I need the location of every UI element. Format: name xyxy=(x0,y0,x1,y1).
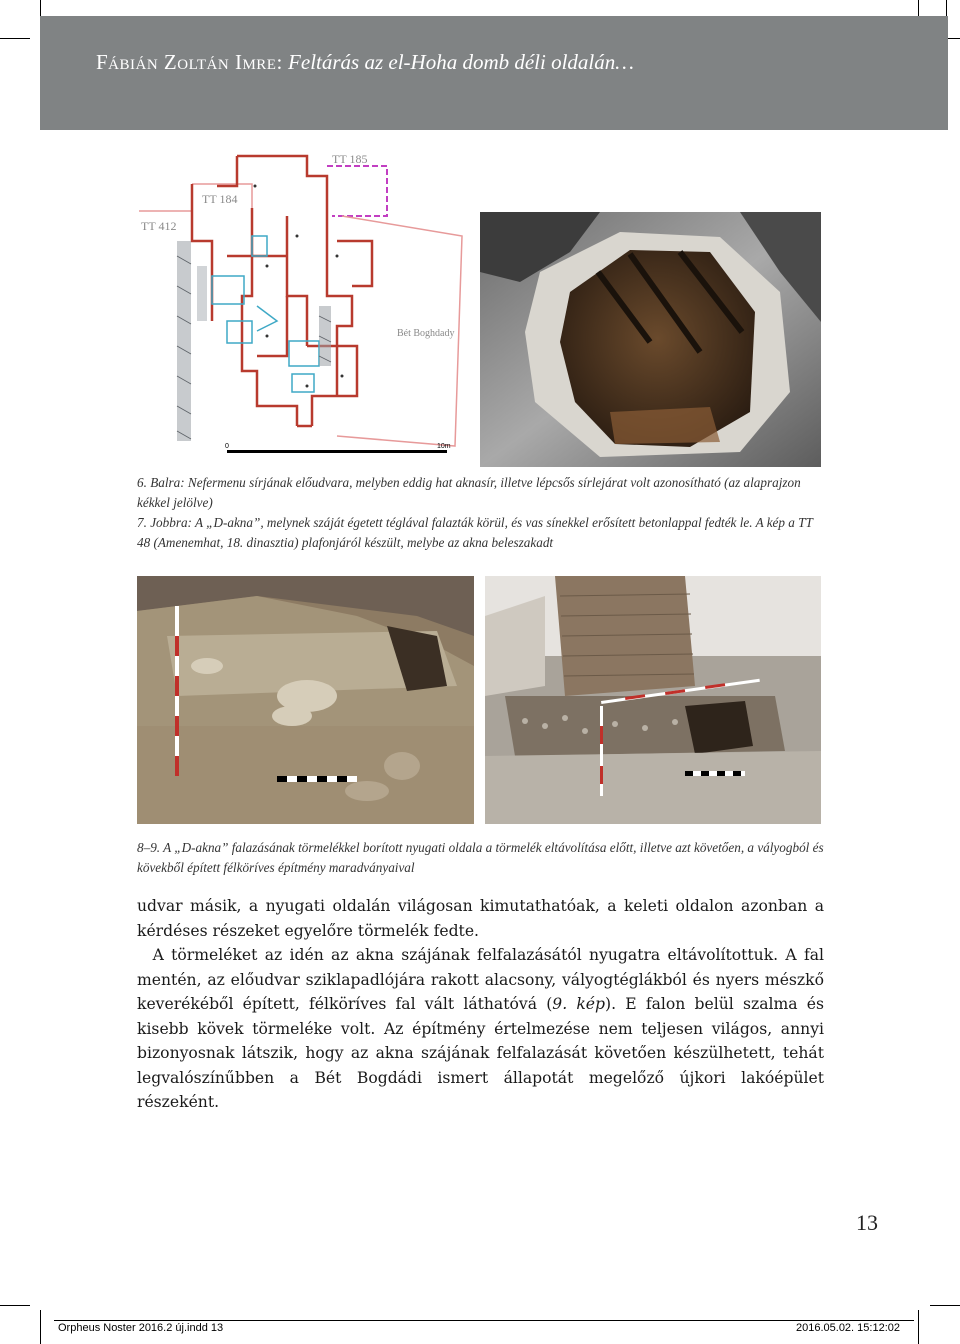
paragraph-1: udvar másik, a nyugati oldalán világosan kimutathatóak, a keleti oldalon azonban a kérdéses részeket egyelőre törmelék fedte. xyxy=(137,897,824,940)
label-tt185: TT 185 xyxy=(332,152,368,166)
crop-mark xyxy=(40,1310,41,1344)
header-title: Feltárás az el-Hoha domb déli oldalán… xyxy=(288,50,634,74)
running-header xyxy=(96,50,916,75)
crop-mark xyxy=(0,1305,30,1306)
paragraph-2-start: A törmeléket az idén az akna szájának felfalazásától nyugatra eltávolítottuk. A fal mentén, az előudvar sziklapadlójára rakott alacsony, vályogtéglákból és nyers mészkő keverékéből épített, félköríves fal vált láthatóvá ( xyxy=(137,946,824,1013)
crop-mark xyxy=(918,1310,919,1344)
footer-timestamp: 2016.05.02. 15:12:02 xyxy=(796,1322,900,1334)
label-tt412: TT 412 xyxy=(141,219,177,233)
caption-figure-6: 6. Balra: Nefermenu sírjának előudvara, melyben eddig hat aknasír, illetve lépcsős sírlejárat volt azonosítható (az alaprajzon kékkel jelölve) xyxy=(137,475,801,510)
figure-semicircular-wall-photo xyxy=(485,576,821,824)
crop-mark xyxy=(40,0,41,16)
footer-rule xyxy=(54,1320,914,1321)
caption-figures-8-9 xyxy=(137,838,825,878)
body-text xyxy=(137,894,824,1115)
header-author: Fábián Zoltán Imre: xyxy=(96,50,283,74)
crop-mark xyxy=(930,1305,960,1306)
figure-shaft-photo xyxy=(480,212,821,467)
label-tt184: TT 184 xyxy=(202,192,238,206)
scale-ten: 10m xyxy=(437,443,451,450)
footer-file-name: Orpheus Noster 2016.2 új.indd 13 xyxy=(58,1322,224,1334)
caption-figure-8-9: 8–9. A „D-akna” falazásának törmelékkel borított nyugati oldala a törmelék eltávolítása előtt, illetve azt követően, a vályogból és kövekből épített félköríves építmény maradványaival xyxy=(137,840,824,875)
crop-mark xyxy=(0,38,30,39)
figure-reference: 9. kép xyxy=(552,995,606,1013)
scale-zero: 0 xyxy=(225,443,229,450)
figure-west-side-photo xyxy=(137,576,474,824)
figure-site-plan xyxy=(137,146,467,464)
paragraph-2-end: ). E falon belül szalma és kisebb kövek törmeléke volt. Az építmény értelmezése nem teljesen világos, annyi bizonyosnak látszik, hogy az akna szájának felfalazását követően készülhetett, tehát legvalószínűbben a Bét Bogdádi ismert állapotát megelőző újkori lakóépület részeként. xyxy=(137,995,824,1111)
caption-figures-6-7 xyxy=(137,473,825,553)
label-bet-boghdady: Bét Boghdady xyxy=(397,328,455,339)
paragraph-2 xyxy=(137,943,824,1115)
page-number: 13 xyxy=(856,1210,878,1235)
crop-mark xyxy=(918,0,919,16)
caption-figure-7: 7. Jobbra: A „D-akna”, melynek száját égetett téglával falazták körül, és vas sínekkel erősített betonlappal fedték le. A kép a TT 48 (Amenemhat, 18. dinasztia) plafonjáról készült, melybe az akna beleszakadt xyxy=(137,515,813,550)
